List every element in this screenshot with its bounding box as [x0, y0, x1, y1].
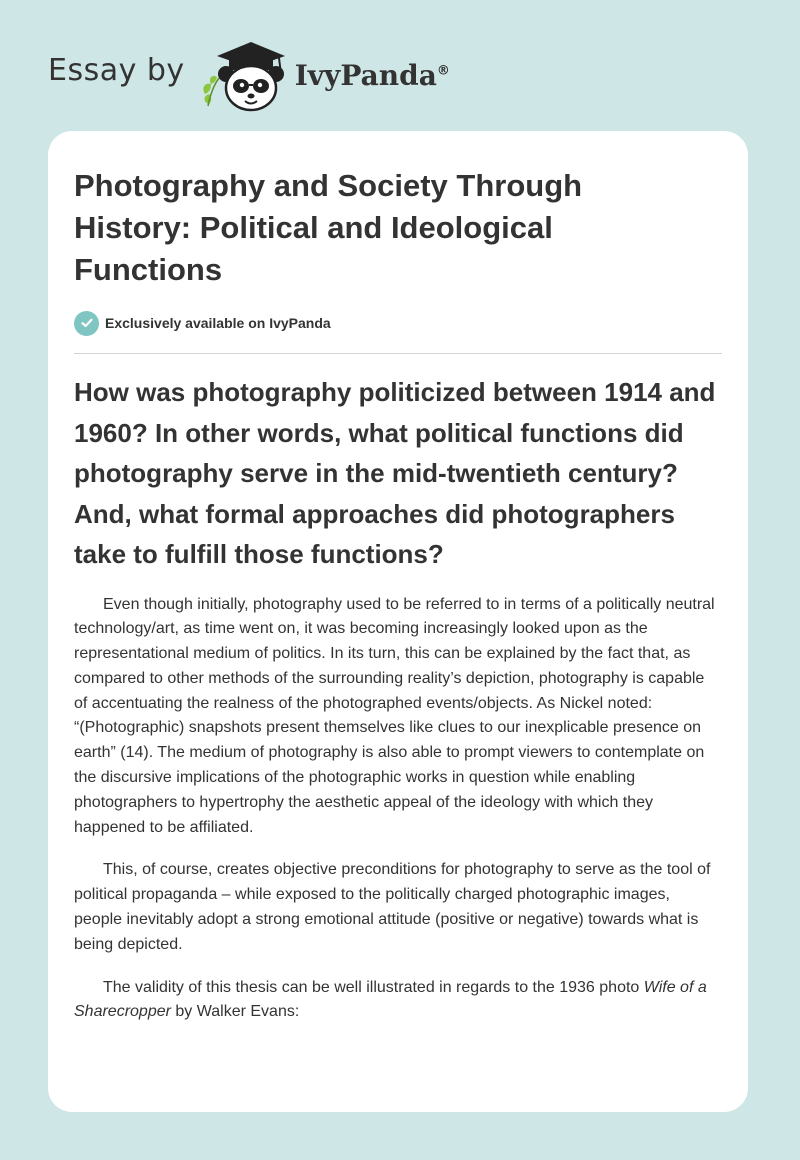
essay-card	[48, 131, 748, 1112]
check-circle-icon	[74, 311, 99, 336]
brand-prefix: Essay by	[48, 52, 185, 88]
paragraph-3-tail: by Walker Evans:	[170, 1003, 300, 1021]
exclusive-badge	[74, 309, 722, 337]
panda-graduate-icon[interactable]	[199, 34, 291, 114]
badge-label: Exclusively available on IvyPanda	[105, 315, 331, 331]
essay-question: How was photography politicized between 1914 and 1960? In other words, what political functions did photography serve in the mid-twentieth century? And, what formal approaches did photographers take to fulfill those functions?	[74, 377, 716, 569]
divider	[74, 353, 722, 354]
paragraph-3-lead: The validity of this thesis can be well illustrated in regards to the 1936 photo	[103, 978, 644, 996]
paragraph-1: Even though initially, photography used to be referred to in terms of a politically neutral technology/art, as time went on, it was becoming increasingly looked upon as the representational medium of politics. In its turn, this can be explained by the fact that, as compared to other methods of the surrounding reality’s depiction, photography is capable of accentuating the realness of the photographed events/objects. As Nickel noted: “(Photographic) snapshots present themselves like clues to our inexplicable presence on earth” (14). The medium of photography is also able to prompt viewers to contemplate on the discursive implications of the photographic works in question while enabling photographers to hypertrophy the aesthetic appeal of the ideology with which they happened to be affiliated.	[74, 595, 715, 836]
artwork-title: Wife of a Sharecropper	[74, 978, 707, 1021]
paragraph-2: This, of course, creates objective preconditions for photography to serve as the tool of political propaganda – while exposed to the politically charged photographic images, people inevitably adopt a strong emotional attitude (positive or negative) towards what is being depicted.	[74, 861, 711, 953]
page-title: Photography and Society Through History: Political and Ideological Functions	[74, 168, 583, 287]
paragraph-3	[74, 976, 722, 1026]
brand-name: IvyPanda®	[294, 58, 450, 92]
brand-header	[48, 34, 450, 114]
